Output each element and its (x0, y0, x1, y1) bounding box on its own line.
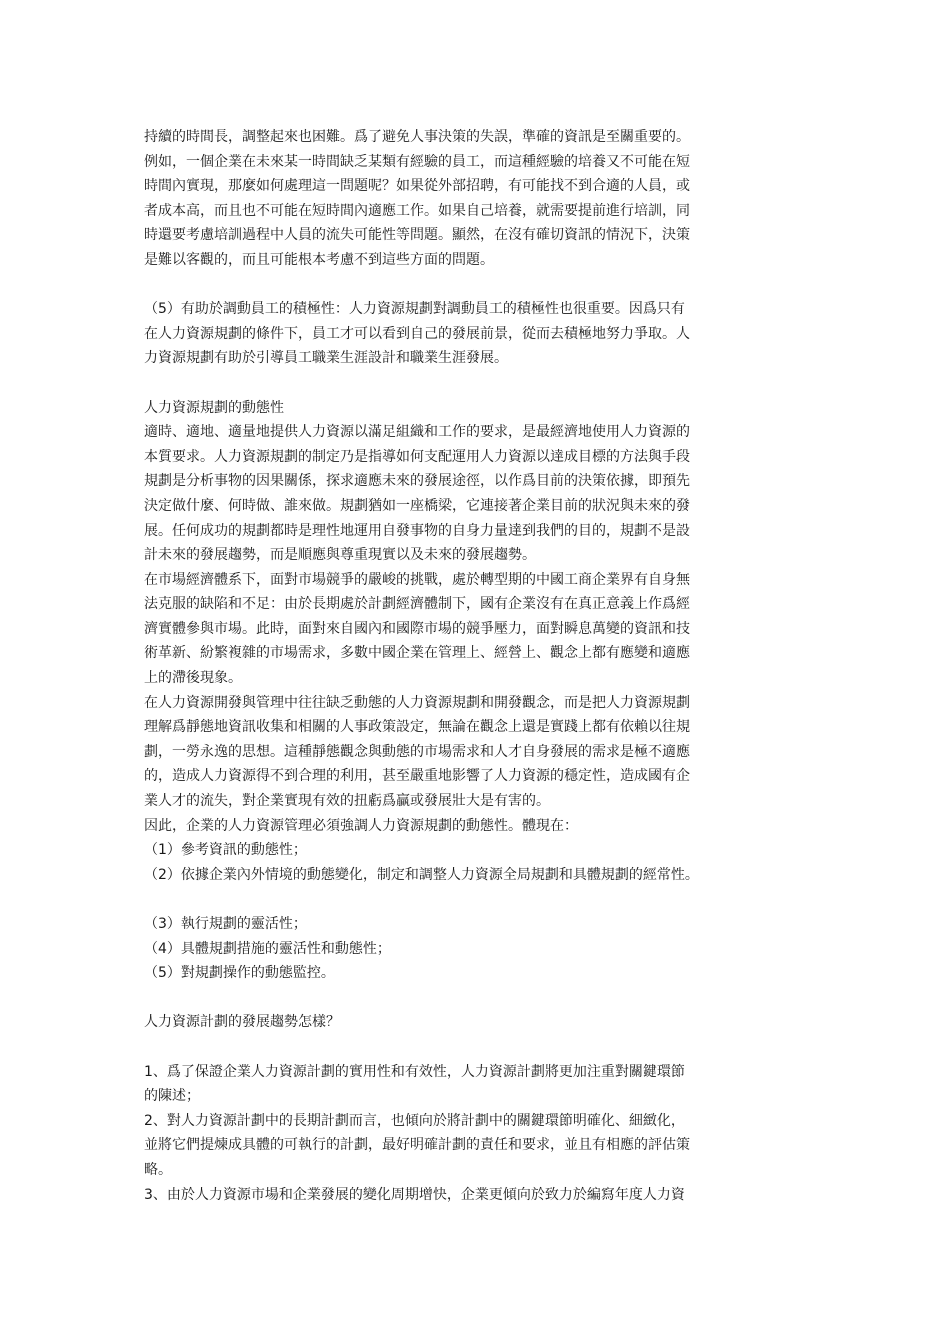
text-line: 是難以客觀的，而且可能根本考慮不到這些方面的問題。 (144, 251, 494, 268)
text-line: 術革新、紛繁複雜的市場需求，多數中國企業在管理上、經營上、觀念上都有應變和適應 (144, 645, 690, 662)
text-line: （3）執行規劃的靈活性； (144, 916, 307, 932)
text-line: 適時、適地、適量地提供人力資源以滿足組織和工作的要求，是最經濟地使用人力資源的 (144, 424, 690, 441)
text-line: 濟實體參與市場。此時，面對來自國內和國際市場的競爭壓力，面對瞬息萬變的資訊和技 (144, 620, 690, 637)
text-line: 1、爲了保證企業人力資源計劃的實用性和有效性，人力資源計劃將更加注重對關鍵環節 (144, 1063, 685, 1080)
blank-line (144, 1035, 824, 1060)
text-line: （1）參考資訊的動態性； (144, 842, 307, 859)
text-line: 力資源規劃有助於引導員工職業生涯設計和職業生涯發展。 (144, 350, 508, 367)
text-line: （4）具體規劃措施的靈活性和動態性； (144, 940, 391, 957)
text-line: 法克服的缺陷和不足：由於長期處於計劃經濟體制下，國有企業沒有在真正意義上作爲經 (144, 596, 690, 613)
text-line: 理解爲靜態地資訊收集和相關的人事政策設定，無論在觀念上還是實踐上都有依賴以往規 (144, 719, 690, 736)
blank-line (144, 887, 824, 912)
text-line: 時間內實現，那麼如何處理這一問題呢？如果從外部招聘，有可能找不到合適的人員，或 (144, 178, 690, 195)
text-line: 持續的時間長，調整起來也困難。爲了避免人事決策的失誤，準確的資訊是至關重要的。 (144, 129, 690, 145)
text-line: 的，造成人力資源得不到合理的利用，甚至嚴重地影響了人力資源的穩定性，造成國有企 (144, 768, 690, 785)
text-line: 在人力資源開發與管理中往往缺乏動態的人力資源規劃和開發觀念，而是把人力資源規劃 (144, 694, 690, 711)
text-line: 決定做什麼、何時做、誰來做。規劃猶如一座橋梁，它連接著企業目前的狀況與未來的發 (144, 497, 690, 514)
text-line: 2、對人力資源計劃中的長期計劃而言，也傾向於將計劃中的關鍵環節明確化、細緻化， (144, 1112, 685, 1129)
text-line: 略。 (144, 1161, 172, 1178)
text-line: 者成本高，而且也不可能在短時間內適應工作。如果自己培養，就需要提前進行培訓，同 (144, 202, 690, 219)
blank-line (144, 986, 824, 1011)
text-line: 並將它們提煉成具體的可執行的計劃，最好明確計劃的責任和要求，並且有相應的評估策 (144, 1137, 690, 1154)
text-line: 劃，一勞永逸的思想。這種靜態觀念與動態的市場需求和人才自身發展的需求是極不適應 (144, 743, 690, 760)
text-line: 人力資源規劃的動態性 (144, 399, 284, 416)
text-line: （2）依據企業內外情境的動態變化，制定和調整人力資源全局規劃和具體規劃的經常性。 (144, 866, 699, 883)
text-line: 計未來的發展趨勢，而是順應與尊重現實以及未來的發展趨勢。 (144, 547, 536, 564)
text-line: 業人才的流失，對企業實現有效的扭虧爲贏或發展壯大是有害的。 (144, 793, 550, 810)
text-line: 在人力資源規劃的條件下，員工才可以看到自己的發展前景，從而去積極地努力爭取。人 (144, 325, 690, 342)
text-line: 3、由於人力資源市場和企業發展的變化周期增快，企業更傾向於致力於編寫年度人力資 (144, 1186, 685, 1203)
text-line: （5）有助於調動員工的積極性：人力資源規劃對調動員工的積極性也很重要。因爲只有 (144, 301, 685, 318)
document-body (144, 125, 824, 1207)
text-line: 時還要考慮培訓過程中人員的流失可能性等問題。顯然，在沒有確切資訊的情況下，決策 (144, 227, 690, 244)
blank-line (144, 273, 824, 298)
text-line: 展。任何成功的規劃都時是理性地運用自發事物的自身力量達到我們的目的，規劃不是設 (144, 522, 690, 539)
text-line: 規劃是分析事物的因果關係，探求適應未來的發展途徑，以作爲目前的決策依據，即預先 (144, 473, 690, 490)
text-line: 例如，一個企業在未來某一時間缺乏某類有經驗的員工，而這種經驗的培養又不可能在短 (144, 153, 690, 170)
text-line: 上的滯後現象。 (144, 670, 242, 687)
blank-line (144, 371, 824, 396)
text-line: 本質要求。人力資源規劃的制定乃是指導如何支配運用人力資源以達成目標的方法與手段 (144, 448, 690, 465)
text-line: 人力資源計劃的發展趨勢怎樣？ (144, 1014, 340, 1031)
text-line: 的陳述； (144, 1088, 200, 1105)
text-line: 因此，企業的人力資源管理必須強調人力資源規劃的動態性。體現在： (144, 817, 578, 834)
text-line: （5）對規劃操作的動態監控。 (144, 965, 335, 982)
text-line: 在市場經濟體系下，面對市場競爭的嚴峻的挑戰，處於轉型期的中國工商企業界有自身無 (144, 571, 690, 588)
